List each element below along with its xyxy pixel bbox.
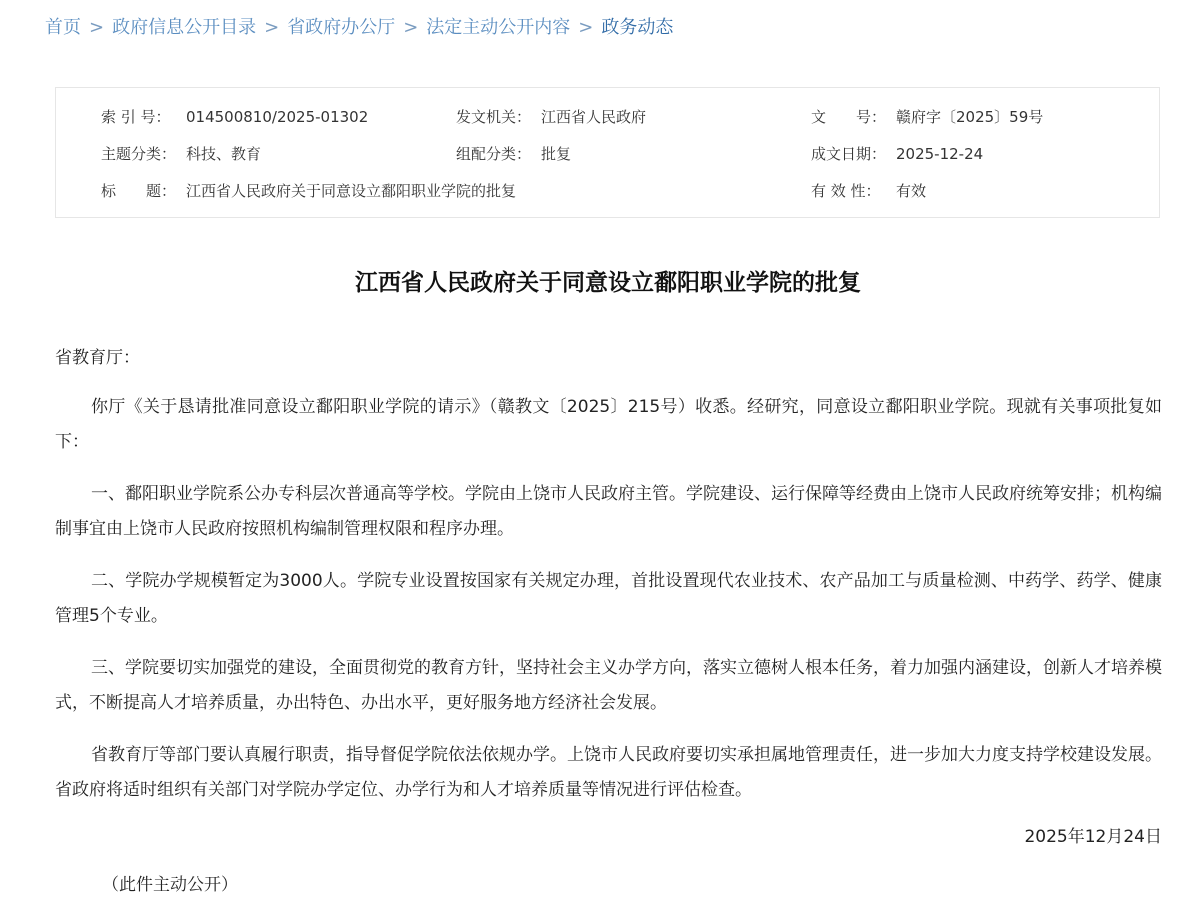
metadata-label: 索 引 号：: [101, 108, 171, 126]
metadata-label: 标 题：: [101, 182, 177, 200]
metadata-value: 江西省人民政府关于同意设立鄱阳职业学院的批复: [186, 182, 517, 200]
body-paragraph-closing: 省教育厅等部门要认真履行职责，指导督促学院依法依规办学。上饶市人民政府要切实承担属地管理责任，进一步加大力度支持学校建设发展。省政府将适时组织有关部门对学院办学定位、办学行为和人才培养质量等情况进行评估检查。: [55, 745, 1162, 800]
body-paragraph-item-1: 一、鄱阳职业学院系公办专科层次普通高等学校。学院由上饶市人民政府主管。学院建设、运行保障等经费由上饶市人民政府统筹安排；机构编制事宜由上饶市人民政府按照机构编制管理权限和程序办理。: [55, 484, 1162, 539]
metadata-value: 江西省人民政府: [541, 108, 647, 126]
breadcrumb-separator: >: [403, 17, 419, 38]
metadata-row-3: [56, 180, 1159, 202]
metadata-label: 主题分类：: [101, 145, 177, 163]
breadcrumb-home-link[interactable]: 首页: [45, 17, 81, 38]
metadata-value: 赣府字〔2025〕59号: [896, 108, 1044, 126]
breadcrumb-general-office-link[interactable]: 省政府办公厅: [287, 17, 396, 38]
breadcrumb-separator: >: [89, 17, 105, 38]
breadcrumb: [45, 15, 673, 41]
metadata-value: 2025-12-24: [896, 145, 984, 163]
body-paragraph-intro: 你厅《关于恳请批准同意设立鄱阳职业学院的请示》（赣教文〔2025〕215号）收悉。经研究，同意设立鄱阳职业学院。现就有关事项批复如下：: [55, 397, 1162, 452]
breadcrumb-statutory-content-link[interactable]: 法定主动公开内容: [426, 17, 571, 38]
metadata-value: 科技、教育: [186, 145, 262, 163]
metadata-label: 文 号：: [811, 108, 887, 126]
document-signing-date: 2025年12月24日: [1024, 827, 1162, 847]
public-release-note: （此件主动公开）: [102, 875, 238, 895]
metadata-label: 发文机关：: [456, 108, 532, 126]
metadata-value: 014500810/2025-01302: [186, 108, 369, 126]
breadcrumb-gov-info-catalog-link[interactable]: 政府信息公开目录: [112, 17, 257, 38]
body-paragraph-item-2: 二、学院办学规模暂定为3000人。学院专业设置按国家有关规定办理，首批设置现代农业技术、农产品加工与质量检测、中药学、药学、健康管理5个专业。: [55, 571, 1162, 626]
document-title: 江西省人民政府关于同意设立鄱阳职业学院的批复: [355, 270, 861, 297]
metadata-row-2: [56, 143, 1159, 165]
metadata-row-1: [56, 106, 1159, 128]
metadata-value: 批复: [541, 145, 572, 163]
breadcrumb-separator: >: [264, 17, 280, 38]
metadata-value: 有效: [896, 182, 927, 200]
metadata-label: 成文日期：: [811, 145, 887, 163]
document-body: [55, 343, 1162, 900]
breadcrumb-separator: >: [578, 17, 594, 38]
document-salutation: 省教育厅：: [55, 348, 140, 368]
metadata-label: 组配分类：: [456, 145, 532, 163]
body-paragraph-item-3: 三、学院要切实加强党的建设，全面贯彻党的教育方针，坚持社会主义办学方向，落实立德树人根本任务，着力加强内涵建设，创新人才培养模式，不断提高人才培养质量，办出特色、办出水平，更好服务地方经济社会发展。: [55, 658, 1162, 713]
document-metadata-table: [55, 87, 1160, 218]
metadata-label: 有 效 性：: [811, 182, 881, 200]
breadcrumb-current-gov-news[interactable]: 政务动态: [601, 17, 674, 38]
